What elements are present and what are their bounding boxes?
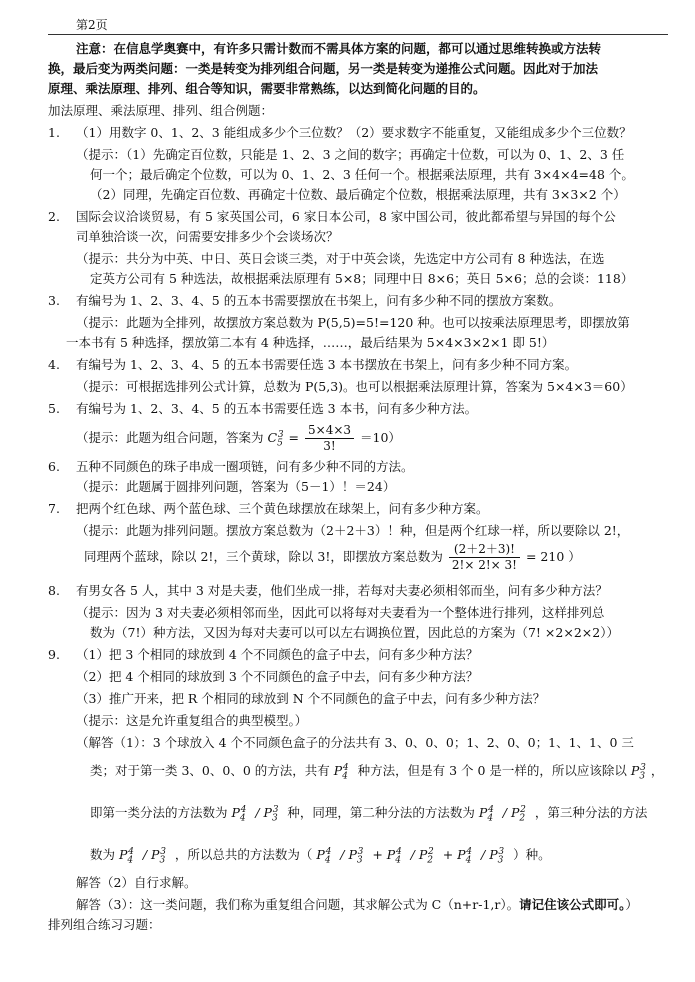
question-9a: （1）把 3 个相同的球放到 4 个不同颜色的盒子中去，问有多少种方法？ (76, 647, 479, 662)
hint-7-denominator: 2!× 2!× 3! (451, 558, 517, 572)
answer-9c-prefix: 即第一类分法的方法数为 (90, 805, 228, 821)
hint-1c: （2）同理，先确定百位数、再确定十位数、最后确定个位数，根据乘法原理，共有 3×3×2 个） (90, 187, 626, 202)
formula-p44-p22: $P_4^4 / P_2^2$ (478, 805, 526, 824)
combination-symbol: $C_5^3$ (267, 430, 284, 449)
hint-7b-prefix: 同理两个蓝球，除以 2!，三个黄球，除以 3!，即摆放方案总数为 (84, 549, 443, 564)
answer-9c-suffix: ，第三种分法的方法 (534, 805, 648, 821)
note-line-3: 原理、乘法原理、排列、组合等知识，需要非常熟练，以达到简化问题的目的。 (48, 81, 486, 96)
answer-9-part-3-end: ） (625, 897, 638, 912)
item-number-5: 5. (48, 401, 60, 416)
formula-p44-p33-b: $P_4^4 / P_3^3$ (119, 847, 166, 866)
answer-9d (90, 840, 551, 864)
permutation-p33: $P_3^3$ (630, 763, 646, 782)
question-6: 五种不同颜色的珠子串成一圈项链，问有多少种不同的方法。 (76, 459, 414, 474)
question-1: （1）用数字 0、1、2、3 能组成多少个三位数？（2）要求数字不能重复，又能组成多少个三位数？ (76, 125, 632, 140)
hint-2a: （提示：共分为中英、中日、英日会谈三类，对于中英会谈，先选定中方公司有 8 种选法，在选 (76, 251, 605, 266)
hint-6: （提示：此题属于圆排列问题，答案为（5－1）！＝24） (76, 479, 396, 494)
answer-9d-middle: ，所以总共的方法数为（ (174, 847, 313, 863)
hint-5-fraction (305, 423, 354, 454)
hint-7-numerator: (2＋2＋3)! (449, 542, 520, 558)
item-number-7: 7. (48, 501, 60, 516)
hint-5-suffix: ＝10） (360, 430, 401, 446)
item-number-8: 8. (48, 583, 60, 598)
question-7: 把两个红色球、两个蓝色球、三个黄色球摆放在球架上，问有多少种方案。 (76, 501, 489, 516)
practice-title: 排列组合练习习题： (48, 917, 161, 932)
answer-9b: 类；对于第一类 3、0、0、0 的方法，共有 $P_4^4$ 种方法，但是有 3 个 0 是一样的，所以应该除以 $P_3^3$ ， (90, 763, 664, 782)
hint-1a: （提示：（1）先确定百位数，只能是 1、2、3 之间的数字；再确定十位数，可以为 0、1、2、3 任 (76, 147, 625, 162)
formula-p44-p33: $P_4^4 / P_3^3$ (231, 805, 279, 824)
section-title: 加法原理、乘法原理、排列、组合例题： (48, 103, 274, 118)
answer-9-part-2: 解答（2）自行求解。 (76, 875, 197, 890)
question-9c: （3）推广开来，把 R 个相同的球放到 N 个不同颜色的盒子中去，问有多少种方法？ (76, 691, 546, 706)
hint-8b: 数为（7!）种方法，又因为每对夫妻可以可以左右调换位置，因此总的方案为（7! ×2×2×2）） (90, 625, 619, 640)
answer-9-part-3 (76, 896, 638, 913)
hint-1b: 何一个；最后确定个位数，可以为 0、1、2、3 任何一个。根据乘法原理，共有 3×4×4=48 个。 (90, 167, 634, 182)
question-5: 有编号为 1、2、3、4、5 的五本书需要任选 3 本书，问有多少种方法。 (76, 401, 478, 416)
hint-5: （提示：此题为组合问题，答案为 $C_5^3$ = $\frac{5\times 4\times 3}{3!}$ ＝10） (76, 423, 401, 454)
note-line-1: 注意：在信息学奥赛中，有许多只需计数而不需具体方案的问题，都可以通过思维转换或方法转 (76, 41, 602, 56)
note-line-2: 换，最后变为两类问题：一类是转变为排列组合问题，另一类是转变为递推公式问题。因此对于加法 (48, 61, 599, 76)
question-4: 有编号为 1、2、3、4、5 的五本书需要任选 3 本书摆放在书架上，问有多少种不同方案。 (76, 357, 578, 372)
hint-3b: 一本书有 5 种选择，摆放第二本有 4 种选择，……，最后结果为 5×4×3×2×1 即 5!） (66, 335, 555, 350)
answer-9c-middle: 种，同理，第二种分法的方法数为 (287, 805, 475, 821)
item-number-6: 6. (48, 459, 60, 474)
item-number-2: 2. (48, 209, 60, 224)
question-9b: （2）把 4 个相同的球放到 3 个不同颜色的盒子中去，问有多少种方法？ (76, 669, 479, 684)
item-number-9: 9. (48, 647, 60, 662)
question-8: 有男女各 5 人，其中 3 对是夫妻，他们坐成一排，若每对夫妻必须相邻而坐，问有多少种方法？ (76, 583, 608, 598)
page-number: 第2页 (76, 18, 108, 32)
answer-9b-prefix: 类；对于第一类 3、0、0、0 的方法，共有 (90, 763, 330, 779)
answer-9d-prefix: 数为 (90, 847, 116, 863)
item-number-4: 4. (48, 357, 60, 372)
permutation-p44: $P_4^4$ (333, 763, 349, 782)
item-number-1: 1. (48, 125, 60, 140)
hint-3a: （提示：此题为全排列，故摆放方案总数为 P(5,5)=5!=120 种。也可以按乘法原理思考，即摆放第 (76, 315, 630, 330)
hint-2b: 定英方公司有 5 种选法，故根据乘法原理有 5×8；同理中日 8×6；英日 5×6；总的会谈：118） (90, 271, 634, 286)
hint-7b-suffix: = 210 ） (525, 549, 581, 564)
hint-5-numerator: 5×4×3 (305, 423, 354, 439)
answer-9b-middle: 种方法，但是有 3 个 0 是一样的，所以应该除以 (357, 763, 627, 779)
page-header (48, 14, 668, 35)
question-2b: 司单独洽谈一次，问需要安排多少个会谈场次？ (76, 229, 339, 244)
hint-5-prefix: （提示：此题为组合问题，答案为 (76, 430, 264, 446)
answer-9a: （解答（1）：3 个球放入 4 个不同颜色盒子的分法共有 3、0、0、0；1、2、0、0；1、1、1、0 三 (76, 735, 634, 750)
hint-5-denominator: 3! (323, 439, 336, 454)
hint-7a: （提示：此题为排列问题。摆放方案总数为（2＋2＋3）！种，但是两个红球一样，所以要除以 2!， (76, 523, 630, 538)
item-number-3: 3. (48, 293, 60, 308)
answer-9d-suffix: ）种。 (513, 847, 551, 863)
hint-4: （提示：可根据选排列公式计算，总数为 P(5,3)。也可以根据乘法原理计算，答案为 5×4×3＝60） (76, 379, 633, 394)
hint-9: （提示：这是允许重复组合的典型模型。） (76, 713, 308, 728)
question-3: 有编号为 1、2、3、4、5 的五本书需要摆放在书架上，问有多少种不同的摆放方案数。 (76, 293, 562, 308)
answer-9c (90, 798, 647, 822)
hint-7-fraction (449, 542, 520, 573)
formula-total-sum: $P_4^4 / P_3^3 + P_4^4 / P_2^2 + P_4^4 / P_3^3$ (316, 847, 505, 866)
hint-7b (84, 540, 581, 574)
hint-8a: （提示：因为 3 对夫妻必须相邻而坐，因此可以将每对夫妻看为一个整体进行排列，这样排列总 (76, 605, 605, 620)
answer-9-part-3-emphasis: 请记住该公式即可。 (519, 897, 626, 912)
question-2a: 国际会议洽谈贸易，有 5 家英国公司，6 家日本公司，8 家中国公司，彼此都希望与异国的每个公 (76, 209, 616, 224)
answer-9-part-3-text: 解答（3）：这一类问题，我们称为重复组合问题，其求解公式为 C（n+r-1,r）。 (76, 897, 520, 912)
